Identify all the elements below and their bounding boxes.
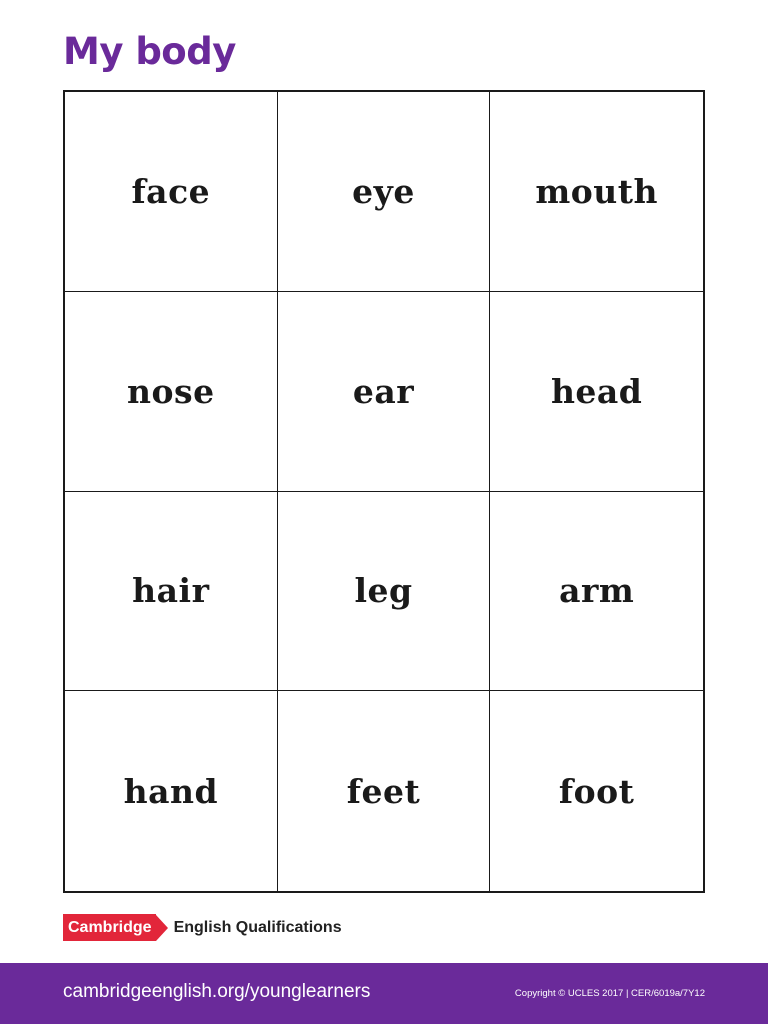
footer-copyright: Copyright © UCLES 2017 | CER/6019a/7Y12 xyxy=(514,988,705,999)
word-card-grid xyxy=(63,90,705,893)
word-card-label: hair xyxy=(132,571,210,611)
word-card xyxy=(490,292,703,492)
word-card-label: leg xyxy=(354,571,413,611)
word-card-label: feet xyxy=(346,771,421,811)
word-card-label: hand xyxy=(123,771,219,811)
word-card-label: foot xyxy=(558,771,635,811)
word-card xyxy=(65,492,278,692)
cambridge-logo xyxy=(63,914,342,941)
word-card-label: nose xyxy=(127,371,215,411)
footer-band xyxy=(0,963,768,1024)
footer-url-link[interactable]: cambridgeenglish.org/younglearners xyxy=(63,981,371,1002)
word-card xyxy=(65,292,278,492)
word-card-label: mouth xyxy=(535,171,658,211)
word-card xyxy=(278,492,491,692)
word-card xyxy=(65,92,278,292)
word-card xyxy=(490,92,703,292)
word-card-label: ear xyxy=(352,371,415,411)
page-title: My body xyxy=(63,30,236,73)
cambridge-logo-tag: Cambridge xyxy=(63,914,156,941)
word-card-label: head xyxy=(550,371,643,411)
logo-arrow-icon xyxy=(156,915,168,941)
word-card xyxy=(490,492,703,692)
word-card xyxy=(278,292,491,492)
word-card-label: face xyxy=(131,171,211,211)
brand-subtitle: English Qualifications xyxy=(173,918,342,936)
word-card xyxy=(65,691,278,891)
word-card xyxy=(278,691,491,891)
word-card xyxy=(490,691,703,891)
word-card-label: arm xyxy=(559,571,635,611)
word-card xyxy=(278,92,491,292)
word-card-label: eye xyxy=(352,171,415,211)
